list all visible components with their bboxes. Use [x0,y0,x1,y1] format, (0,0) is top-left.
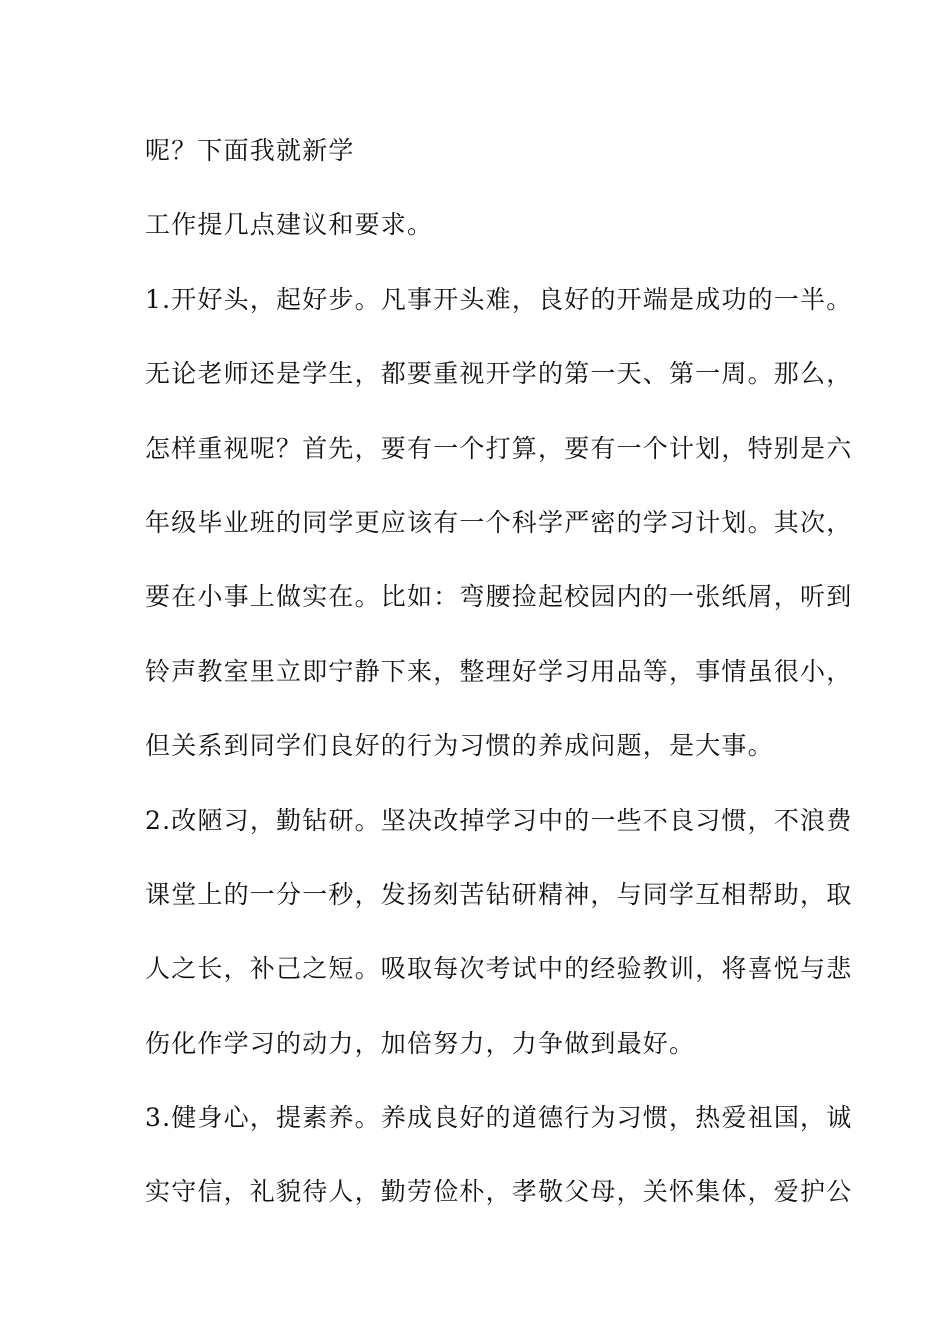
body-text [145,128,853,1244]
text-line: 要在小事上做实在。比如：弯腰捡起校园内的一张纸屑，听到 [145,582,853,612]
text-line: 怎样重视呢？首先，要有一个打算，要有一个计划，特别是六 [145,433,853,463]
text-line: 但关系到同学们良好的行为习惯的养成问题，是大事。 [145,731,774,761]
text-line: 3.健身心，提素养。养成良好的道德行为习惯，热爱祖国，诚 [145,1103,853,1133]
text-line: 工作提几点建议和要求。 [145,210,434,240]
text-line: 伤化作学习的动力，加倍努力，力争做到最好。 [145,1028,696,1058]
text-line: 呢？下面我就新学 [145,136,355,165]
text-line: 人之长，补己之短。吸取每次考试中的经验教训，将喜悦与悲 [145,954,853,984]
text-line: 铃声教室里立即宁静下来，整理好学习用品等，事情虽很小， [145,656,853,686]
text-line: 2.改陋习，勤钻研。坚决改掉学习中的一些不良习惯，不浪费 [145,805,853,835]
text-line: 1.开好头，起好步。凡事开头难，良好的开端是成功的一半。 [145,284,853,314]
text-line: 年级毕业班的同学更应该有一个科学严密的学习计划。其次， [145,507,853,537]
text-line: 课堂上的一分一秒，发扬刻苦钻研精神，与同学互相帮助，取 [145,879,853,909]
text-line: 实守信，礼貌待人，勤劳俭朴，孝敬父母，关怀集体，爱护公 [145,1177,853,1207]
text-line: 无论老师还是学生，都要重视开学的第一天、第一周。那么， [145,359,853,389]
